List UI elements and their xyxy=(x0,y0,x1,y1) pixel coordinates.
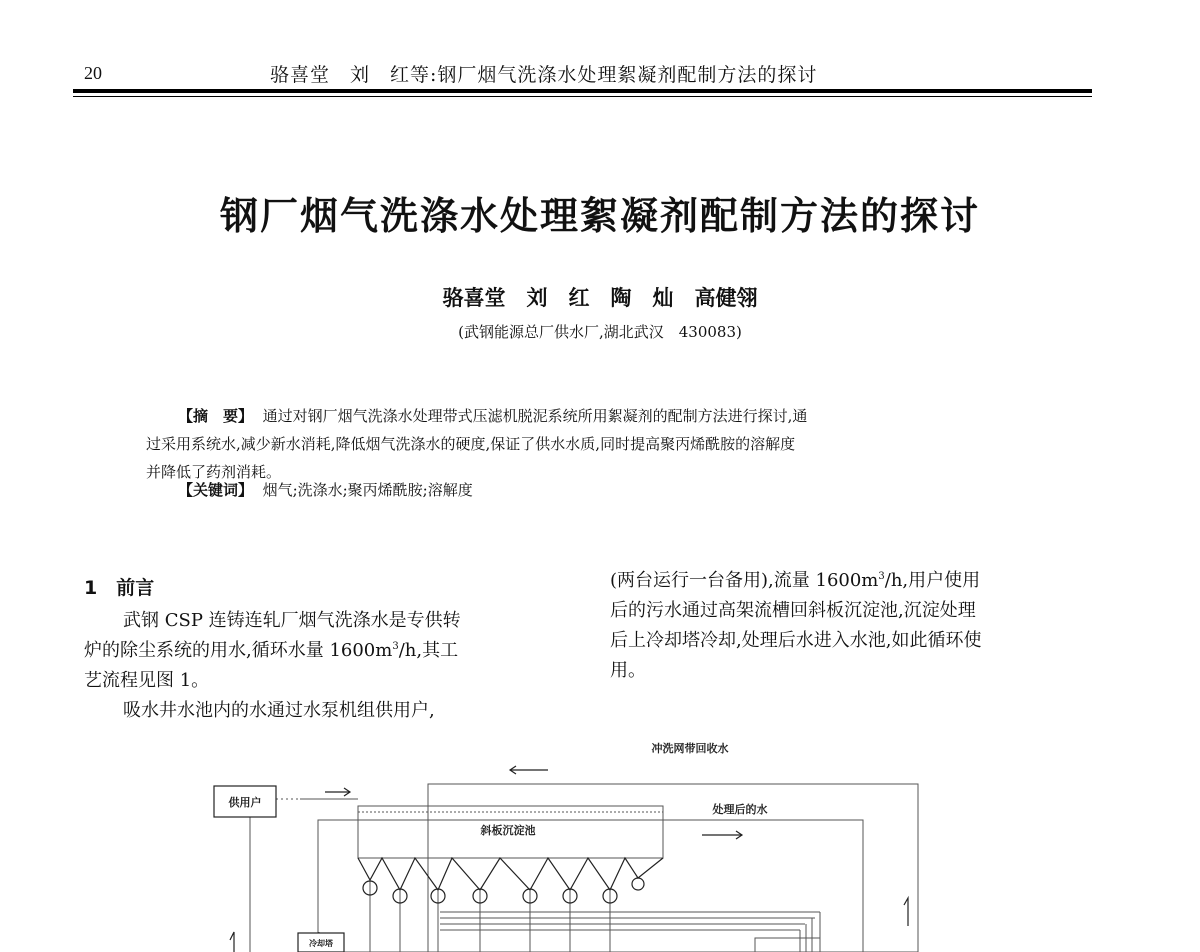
abstract-text-1: 通过对钢厂烟气洗涤水处理带式压滤机脱泥系统所用絮凝剂的配制方法进行探讨,通 xyxy=(262,407,808,425)
body-line: 后上冷却塔冷却,处理后水进入水池,如此循环使 xyxy=(610,630,982,651)
body-line: 艺流程见图 1。 xyxy=(84,670,210,691)
user-label: 供用户 xyxy=(228,796,262,809)
abstract-line-2: 过采用系统水,减少新水消耗,降低烟气洗涤水的硬度,保证了供水水质,同时提高聚丙烯酰胺的溶解度 xyxy=(146,435,796,453)
backwash-return-line xyxy=(428,784,918,952)
arrow-up-icon xyxy=(230,932,234,952)
cooling-tower-label: 冷却塔 xyxy=(309,939,333,948)
backwash-label: 冲洗网带回收水 xyxy=(651,742,729,755)
page-number: 20 xyxy=(84,63,102,83)
article-affiliation: (武钢能源总厂供水厂,湖北武汉 430083) xyxy=(458,323,742,341)
settling-hoppers xyxy=(358,858,663,903)
body-text: (两台运行一台备用),流量 1600m xyxy=(610,570,879,591)
settling-tank-label: 斜板沉淀池 xyxy=(480,824,536,837)
body-text: 炉的除尘系统的用水,循环水量 1600m xyxy=(84,640,393,661)
article-title: 钢厂烟气洗涤水处理絮凝剂配制方法的探讨 xyxy=(219,193,980,238)
running-title: 骆喜堂 刘 红等:钢厂烟气洗涤水处理絮凝剂配制方法的探讨 xyxy=(270,64,818,86)
abstract-line-3: 并降低了药剂消耗。 xyxy=(146,463,282,481)
arrow-up-icon xyxy=(904,898,908,926)
keywords-text: 烟气;洗涤水;聚丙烯酰胺;溶解度 xyxy=(262,481,473,499)
body-line: 后的污水通过高架流槽回斜板沉淀池,沉淀处理 xyxy=(610,600,976,621)
treated-water-label: 处理后的水 xyxy=(712,803,768,816)
superscript: 3 xyxy=(392,641,399,652)
hopper-valve xyxy=(632,878,644,890)
body-line: 吸水井水池内的水通过水泵机组供用户, xyxy=(123,700,435,721)
section-heading: 1 前言 xyxy=(84,577,155,599)
keywords-label: 【关键词】 xyxy=(178,481,254,499)
body-line: 用。 xyxy=(610,660,646,681)
body-text: /h,用户使用 xyxy=(884,570,981,591)
superscript: 3 xyxy=(878,571,885,582)
filter-press-box xyxy=(755,938,820,952)
article-authors: 骆喜堂 刘 红 陶 灿 高健翎 xyxy=(442,285,758,310)
figure-lines xyxy=(250,784,918,952)
abstract-label: 【摘 要】 xyxy=(178,407,254,425)
body-text: /h,其工 xyxy=(398,640,459,661)
body-line: 武钢 CSP 连铸连轧厂烟气洗涤水是专供转 xyxy=(123,610,461,631)
